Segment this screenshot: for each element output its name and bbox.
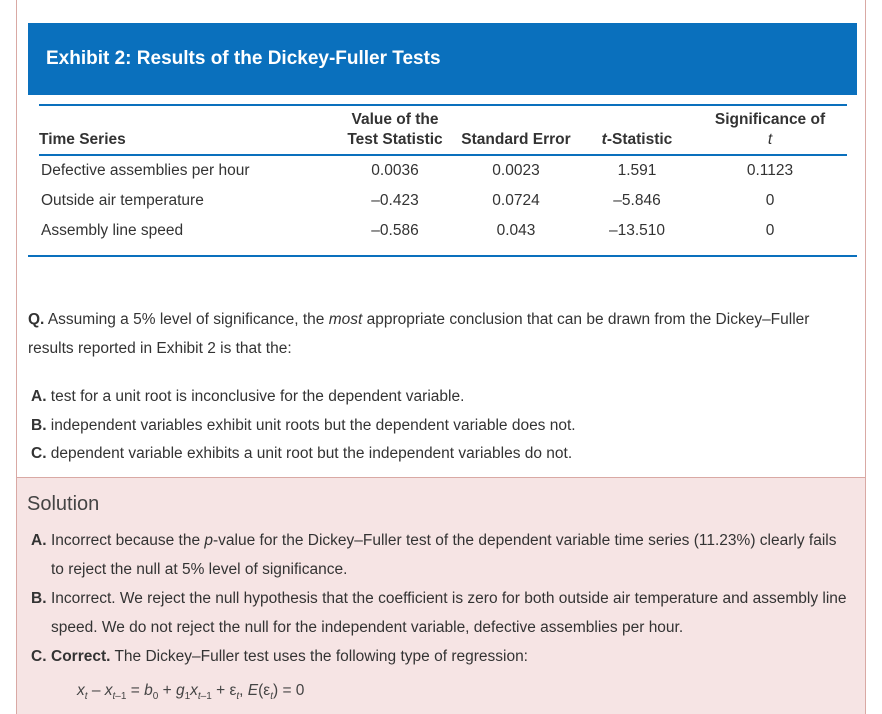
option-c[interactable]: C. dependent variable exhibits a unit root but the independent variables do not.: [31, 445, 573, 462]
solution-item-a: A. Incorrect because the p-value for the Dickey–Fuller test of the dependent variable time series (11.23%) clearly fails to reject the null at 5% level of significance.: [31, 532, 837, 578]
row-series: Assembly line speed: [41, 222, 184, 240]
col-header-t-stat: t-Statistic: [581, 106, 693, 155]
row-t-stat: –5.846: [613, 191, 661, 209]
row-series: Outside air temperature: [41, 191, 204, 209]
exhibit-title: Exhibit 2: Results of the Dickey-Fuller Tests: [28, 23, 857, 95]
table-bottom-rule: [28, 255, 857, 257]
table-row: [39, 216, 847, 247]
regression-formula: $x_t - x_{t-1} = b_0 + g_1x_{t-1} + \varepsilon_t$, $E(\varepsilon_t) = 0$: [77, 682, 305, 703]
question-card: [16, 0, 866, 714]
option-b[interactable]: B. independent variables exhibit unit roots but the dependent variable does not.: [31, 416, 576, 434]
answer-options: [31, 383, 851, 469]
solution-item-b: B. Incorrect. We reject the null hypothesis that the coefficient is zero for both outside air temperature and assembly line speed. We do not reject the null for the independent variable, defective assemblies per hour.: [31, 590, 847, 636]
table-row: [39, 186, 847, 217]
results-table: [39, 104, 847, 247]
row-significance: 0.1123: [746, 161, 794, 179]
row-std-error: 0.0724: [492, 191, 540, 209]
col-header-value: Value of the Test Statistic: [339, 106, 451, 155]
solution-item-c: C. Correct. The Dickey–Fuller test uses the following type of regression:: [31, 648, 528, 665]
row-significance: 0: [765, 191, 775, 209]
row-std-error: 0.0023: [492, 161, 540, 179]
question-text: Q. Assuming a 5% level of significance, the most appropriate conclusion that can be drawn from the Dickey–Fuller results reported in Exhibit 2 is that the:: [28, 311, 810, 357]
col-header-significance: Significance of t: [693, 106, 847, 155]
col-header-std-error: Standard Error: [451, 106, 581, 155]
row-value: –0.423: [371, 191, 419, 209]
col-header-series: Time Series: [39, 106, 339, 155]
solution-title: Solution: [27, 493, 100, 515]
solution-list: [31, 526, 851, 671]
table-header-row: [39, 106, 847, 155]
row-value: 0.0036: [371, 161, 419, 179]
results-table-wrap: [39, 104, 847, 247]
option-a[interactable]: A. test for a unit root is inconclusive for the dependent variable.: [31, 388, 465, 405]
solution-panel: [17, 477, 865, 714]
row-t-stat: 1.591: [617, 161, 657, 179]
row-series: Defective assemblies per hour: [41, 161, 250, 179]
row-value: –0.586: [371, 222, 419, 240]
row-std-error: 0.043: [496, 222, 536, 240]
table-row: [39, 155, 847, 186]
row-significance: 0: [765, 222, 775, 240]
row-t-stat: –13.510: [608, 222, 666, 240]
